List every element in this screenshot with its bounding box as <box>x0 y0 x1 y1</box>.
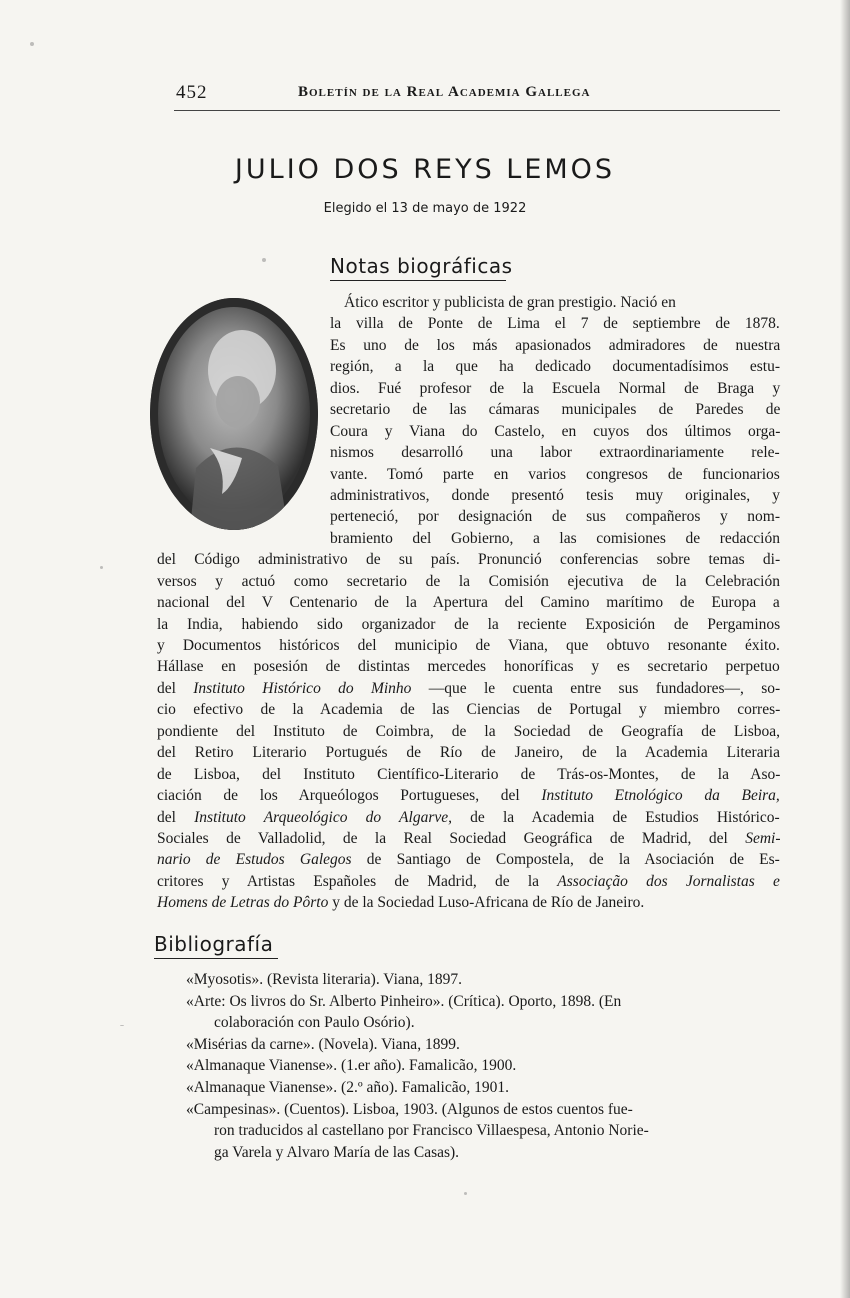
text-segment: de Santiago de Compostela, de la Asociación de Es- <box>351 851 780 869</box>
text-segment: nismos desarrolló una labor extraordinariamente rele- <box>330 444 780 462</box>
text-segment: Sociales de Valladolid, de la Real Sociedad Geográfica de Madrid, del <box>157 830 746 847</box>
bibliography-line: «Myosotis». (Revista literaria). Viana, 1897. <box>186 971 463 988</box>
bio-line <box>330 356 780 377</box>
text-segment: del <box>157 808 195 826</box>
text-segment: y de la Sociedad Luso-Africana de Río de Janeiro. <box>328 894 645 912</box>
bio-line <box>157 656 780 677</box>
institution-name-italic: Homens de Letras do Pôrto <box>157 894 329 912</box>
header-rule <box>174 110 780 111</box>
text-segment: región, a la que ha dedicado documentadísimos estu- <box>330 358 780 376</box>
bio-line <box>330 313 780 334</box>
running-header <box>174 80 780 110</box>
bio-line <box>330 442 780 463</box>
text-segment: versos y actuó como secretario de la Comisión ejecutiva de la Celebración <box>157 572 780 590</box>
text-segment: la villa de Ponte de Lima el 7 de septiembre de 1878. <box>330 315 780 333</box>
text-segment: critores y Artistas Españoles de Madrid, de la <box>157 872 558 890</box>
institution-name-italic: Associação dos Jornalistas e <box>557 872 780 890</box>
text-segment: del <box>157 679 194 697</box>
text-segment: Es uno de los más apasionados admiradores de nuestra <box>330 336 781 354</box>
text-segment: nacional del V Centenario de la Apertura del Camino marítimo de Europa a <box>157 594 780 612</box>
text-segment: Hállase en posesión de distintas mercedes honoríficas y es secretario perpetuo <box>157 658 780 676</box>
bio-line <box>330 399 780 420</box>
institution-name-italic: Semi- <box>745 830 781 847</box>
bibliography-line: «Almanaque Vianense». (2.º año). Famalicão, 1901. <box>186 1079 509 1096</box>
journal-title: Boletín de la Real Academia Gallega <box>298 84 591 100</box>
bio-line <box>330 485 780 506</box>
text-segment: del Retiro Literario Portugués de Río de Janeiro, de la Academia Literaria <box>157 744 780 762</box>
text-segment: del Código administrativo de su país. Pronunció conferencias sobre temas di- <box>157 551 781 569</box>
bio-line <box>157 721 780 742</box>
text-segment: secretario de las cámaras municipales de Paredes de <box>330 401 781 419</box>
bio-line <box>330 378 780 399</box>
article-title: JULIO DOS REYS LEMOS <box>234 154 616 185</box>
bibliography-line: «Misérias da carne». (Novela). Viana, 1899. <box>186 1035 460 1053</box>
text-segment: de la Academia de Estudios Histórico- <box>452 808 780 826</box>
text-segment: administrativos, donde presentó tesis muy originales, y <box>330 486 780 504</box>
bibliography-line: ron traducidos al castellano por Francisco Villaespesa, Antonio Norie- <box>214 1122 649 1140</box>
heading-underline <box>330 280 506 281</box>
text-segment: dios. Fué profesor de la Escuela Normal de Braga y <box>330 379 781 397</box>
bio-line <box>330 421 780 442</box>
text-segment: Coura y Viana do Castelo, en cuyos dos últimos orga- <box>330 422 781 440</box>
page-edge-shadow <box>840 0 850 1298</box>
bio-line <box>157 742 780 763</box>
text-segment: perteneció, por designación de sus compañeros y nom- <box>330 508 781 526</box>
bio-line <box>157 678 780 699</box>
bio-line <box>157 849 780 870</box>
text-segment: la India, habiendo sido organizador de la reciente Exposición de Pergaminos <box>157 615 781 633</box>
bio-line <box>157 785 780 806</box>
text-segment: Ático escritor y publicista de gran prestigio. Nació en <box>344 294 676 311</box>
text-segment: y Documentos históricos del municipio de Viana, que obtuvo resonante éxito. <box>157 637 780 655</box>
paper-speck <box>464 1192 467 1195</box>
text-segment: cio efectivo de la Academia de las Ciencias de Portugal y miembro corres- <box>157 701 781 719</box>
paper-speck <box>262 258 266 262</box>
bio-line <box>157 699 780 720</box>
bio-line <box>330 528 780 549</box>
bio-line <box>157 871 780 892</box>
notas-biograficas-heading: Notas biográficas <box>330 254 513 278</box>
institution-name-italic: Instituto Histórico do Minho <box>193 679 412 697</box>
bio-line <box>330 464 780 485</box>
bibliography-line: «Campesinas». (Cuentos). Lisboa, 1903. (Algunos de estos cuentos fue- <box>186 1100 633 1118</box>
bio-line <box>157 614 780 635</box>
bio-line <box>330 335 780 356</box>
page-number: 452 <box>176 82 208 103</box>
bio-line <box>157 571 780 592</box>
heading-underline <box>154 958 278 959</box>
bio-line <box>157 828 781 849</box>
bio-line <box>157 892 644 913</box>
bibliography-line: «Almanaque Vianense». (1.er año). Famalicão, 1900. <box>186 1057 517 1075</box>
bio-line <box>157 764 780 785</box>
institution-name-italic: Instituto Arqueológico do Algarve, <box>194 808 452 826</box>
text-segment: bramiento del Gobierno, a las comisiones de redacción <box>330 529 780 547</box>
bibliography-line: ga Varela y Alvaro María de las Casas). <box>214 1143 460 1161</box>
bio-line <box>157 549 780 570</box>
paper-speck <box>30 42 34 46</box>
text-segment: ciación de los Arqueólogos Portugueses, del <box>157 787 542 805</box>
portrait-photo <box>150 298 318 530</box>
paper-speck <box>120 1025 124 1026</box>
text-segment: pondiente del Instituto de Coimbra, de la Sociedad de Geografía de Lisboa, <box>157 722 780 740</box>
bio-line <box>157 592 780 613</box>
bio-line <box>157 635 780 656</box>
bibliography-line: «Arte: Os livros do Sr. Alberto Pinheiro». (Crítica). Oporto, 1898. (En <box>186 992 622 1010</box>
institution-name-italic: nario de Estudos Galegos <box>157 851 352 869</box>
bio-line <box>157 807 780 828</box>
election-date: Elegido el 13 de mayo de 1922 <box>323 201 527 216</box>
text-segment: de Lisboa, del Instituto Científico-Literario de Trás-os-Montes, de la Aso- <box>157 765 781 783</box>
text-segment: —que le cuenta entre sus fundadores—, so- <box>411 679 781 697</box>
paper-speck <box>100 566 103 569</box>
text-segment: vante. Tomó parte en varios congresos de funcionarios <box>330 465 780 483</box>
bibliografia-heading: Bibliografía <box>154 932 274 956</box>
bio-line <box>330 506 780 527</box>
bibliography-line: colaboración con Paulo Osório). <box>214 1014 415 1032</box>
institution-name-italic: Instituto Etnológico da Beira, <box>541 787 780 805</box>
bio-line <box>344 292 676 313</box>
